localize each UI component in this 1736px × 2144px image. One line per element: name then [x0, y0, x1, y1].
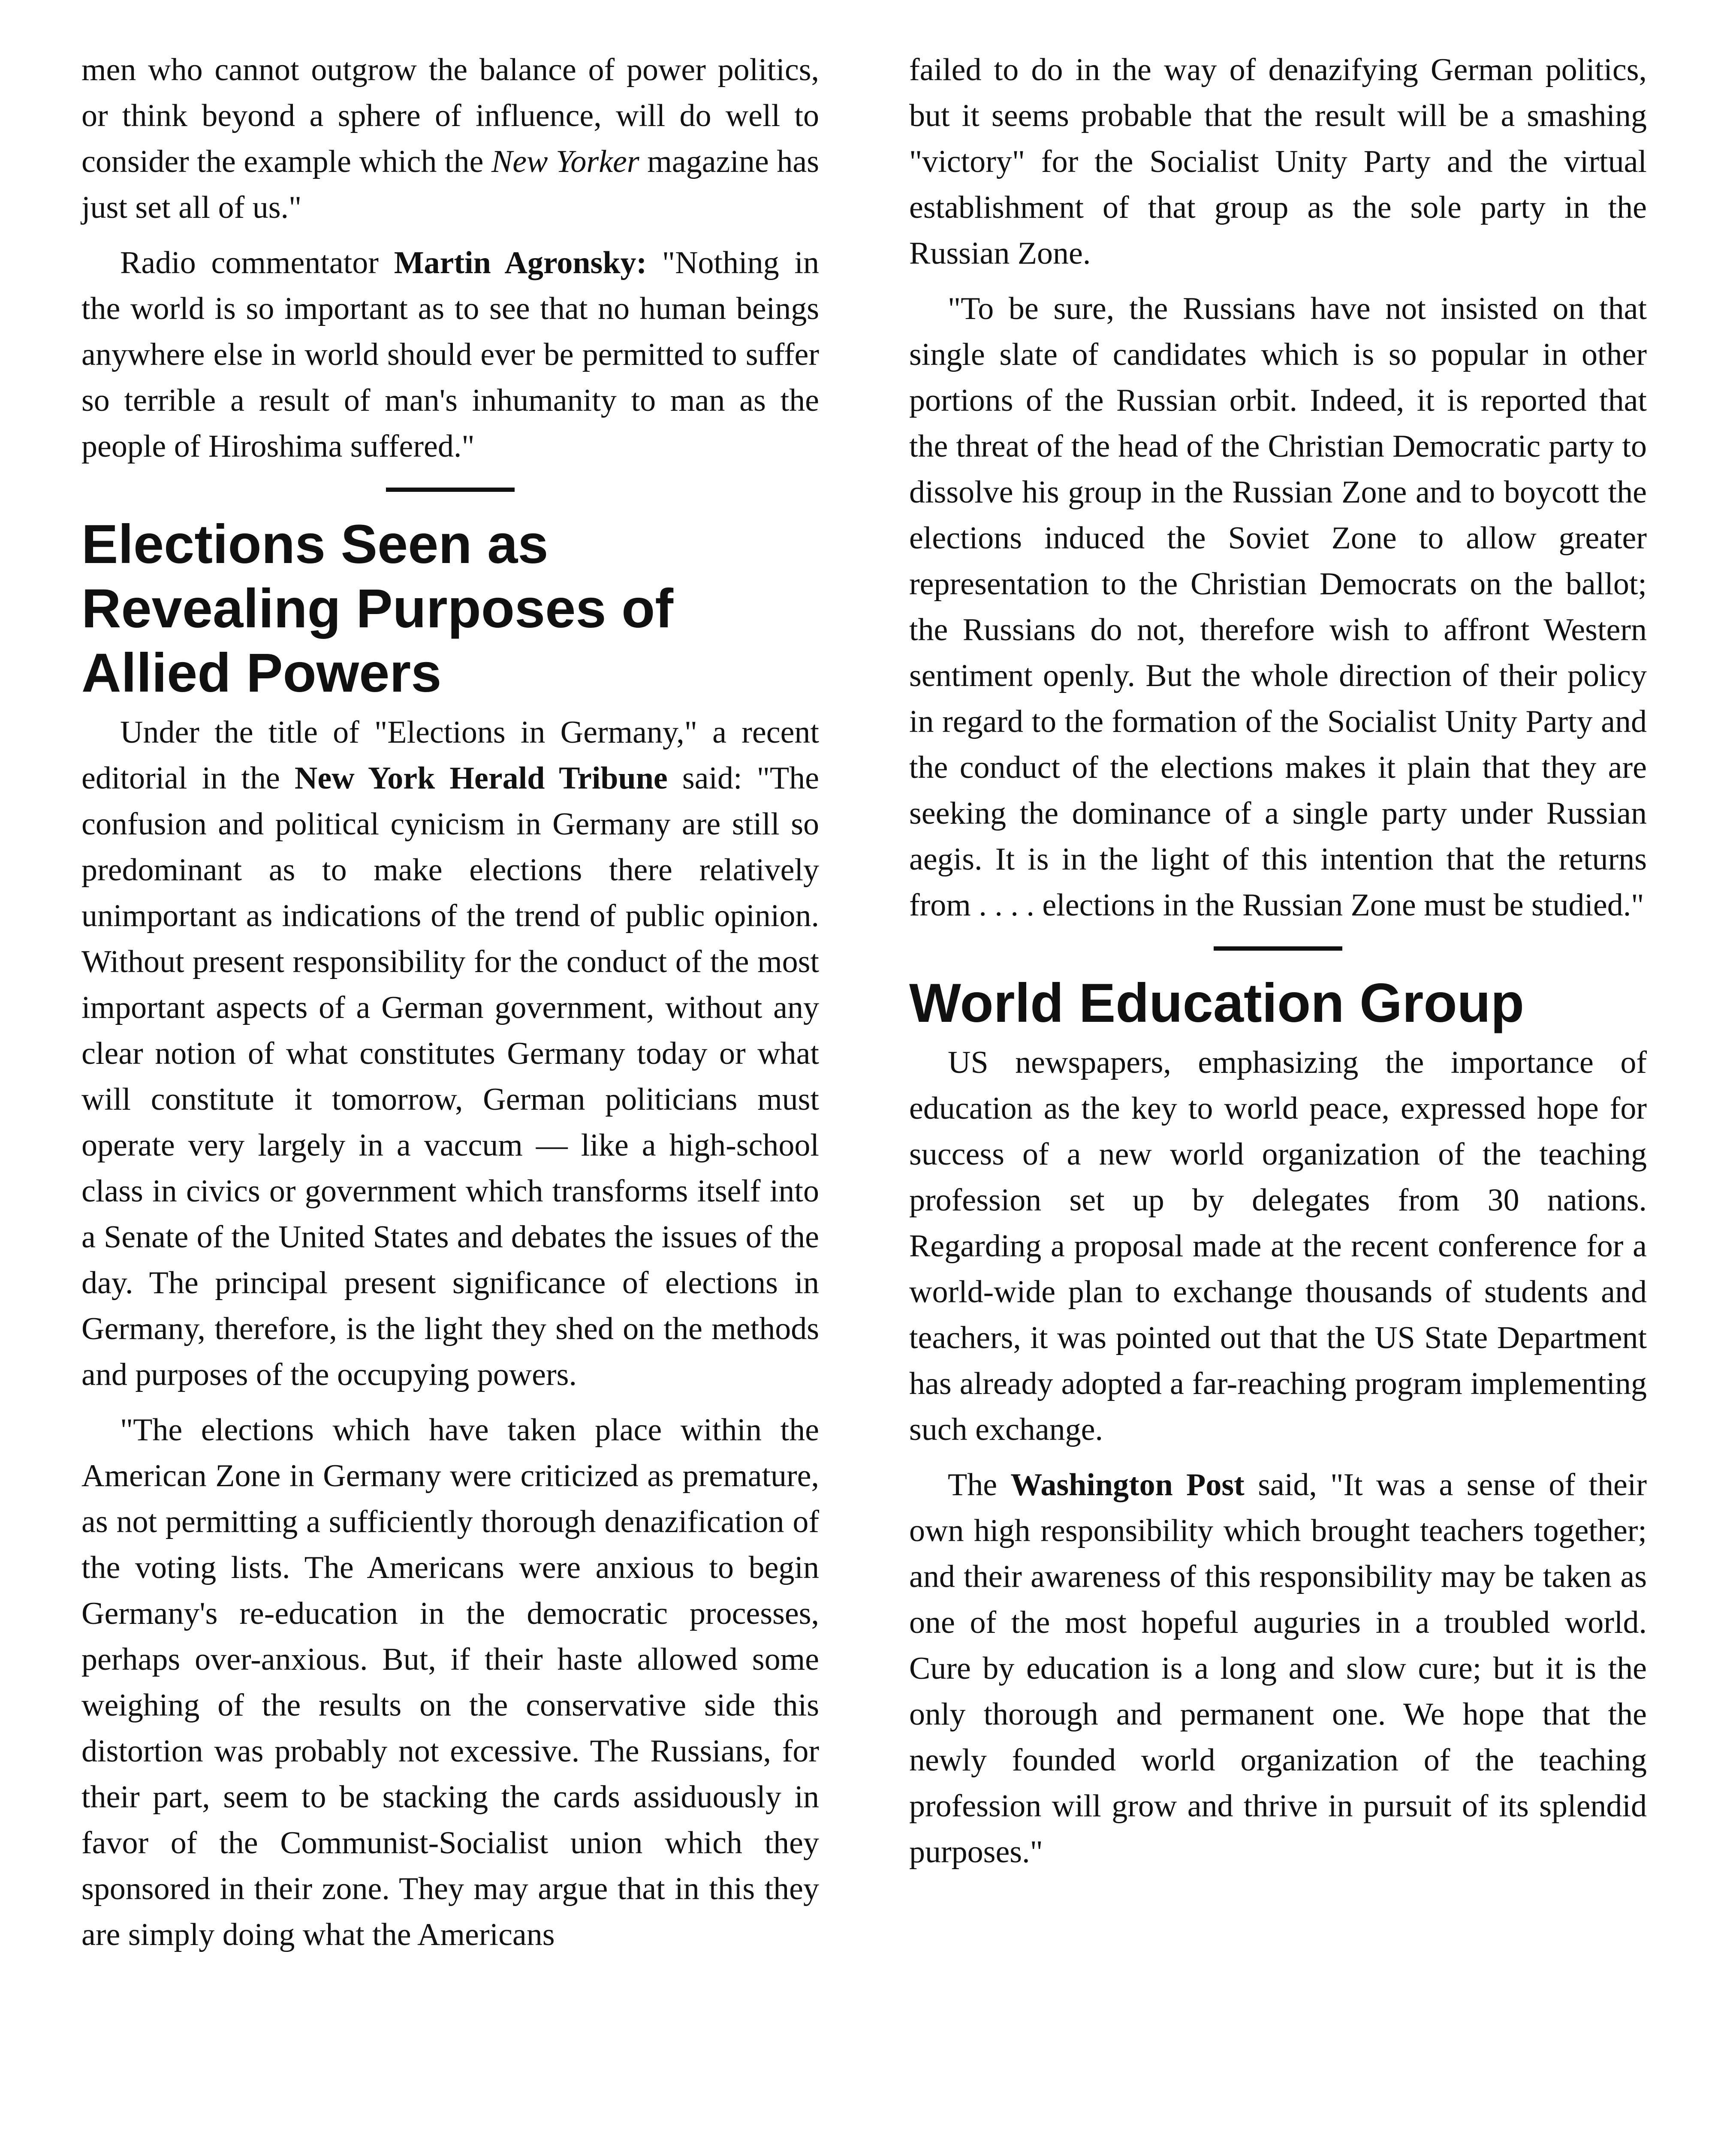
agronsky-prefix: Radio commentator — [120, 245, 394, 280]
education-paragraph-1: US newspapers, emphasizing the importance of education as the key to world peace, expressed hope for success of a new world organization of the teaching profession set up by delegates from 30 nations. Regarding a proposal made at the recent conference for a world-wide plan to exchange thousands of students and teachers, it was pointed out that the US State Department has already adopted a far-reaching program implementing such exchange. — [909, 1045, 1647, 1447]
agronsky-name: Martin Agronsky: — [394, 245, 647, 280]
magazine-name: New Yorker — [491, 144, 639, 179]
agronsky-quote: "Nothing in the world is so important as to see that no human beings anywhere else in world should ever be permitted to suffer so terrible a result of man's inhumanity to man as the people of Hiroshima suffered." — [81, 245, 819, 464]
education-headline: World Education Group — [909, 973, 1524, 1034]
section-divider-rule — [386, 488, 515, 492]
elections-headline: Elections Seen as Revealing Purposes of Allied Powers — [81, 514, 673, 704]
elections-p1-text: Under the title of "Elections in Germany," a recent editorial in the — [81, 715, 819, 796]
newspaper-name: New York Herald Tribune — [294, 761, 668, 796]
elections-p1-text-end: said: "The confusion and political cynicism in Germany are still so predominant as to make elections there relatively unimportant as indications of the trend of public opinion. Without present responsibility for the conduct of the most important aspects of a German government, without any clear notion of what constitutes Germany today or what will constitute it tomorrow, German politicians must operate very largely in a vaccum — like a high-school class in civics or government which transforms itself into a Senate of the United States and debates the issues of the day. The principal present significance of elections in Germany, therefore, is the light they shed on the methods and purposes of the occupying powers. — [81, 761, 819, 1392]
education-p2-text: The — [948, 1467, 1011, 1503]
left-column — [81, 47, 819, 1958]
agronsky-paragraph — [81, 240, 819, 470]
newspaper-name: Washington Post — [1010, 1467, 1245, 1503]
elections-continued-paragraph: failed to do in the way of denazifying German politics, but it seems probable that the result will be a smashing "victory" for the Socialist Unity Party and the virtual establishment of that group as the sole party in the Russian Zone. — [909, 52, 1647, 271]
continued-quote-text-end: magazine has just set all of us." — [81, 144, 820, 225]
right-column — [909, 47, 1647, 1875]
elections-paragraph-2: "The elections which have taken place within the American Zone in Germany were criticized as premature, as not permitting a sufficiently thorough denazification of the voting lists. The Americans were anxious to begin Germany's re-education in the democratic processes, perhaps over-anxious. But, if their haste allowed some weighing of the results on the conservative side this distortion was probably not excessive. The Russians, for their part, seem to be stacking the cards assiduously in favor of the Communist-Socialist union which they sponsored in their zone. They may argue that in this they are simply doing what the Americans — [81, 1412, 819, 1952]
continued-quote-paragraph — [81, 47, 819, 231]
section-divider-rule — [1214, 946, 1342, 951]
elections-paragraph-3: "To be sure, the Russians have not insisted on that single slate of candidates which is so popular in other portions of the Russian orbit. Indeed, it is reported that the threat of the head of the Christian Democratic party to dissolve his group in the Russian Zone and to boycott the elections induced the Soviet Zone to allow greater representation to the Christian Democrats on the ballot; the Russians do not, therefore wish to affront Western sentiment openly. But the whole direction of their policy in regard to the formation of the Socialist Unity Party and the conduct of the elections makes it plain that they are seeking the dominance of a single party under Russian aegis. It is in the light of this intention that the returns from . . . . elections in the Russian Zone must be studied." — [909, 291, 1647, 923]
education-p2-text-end: said, "It was a sense of their own high responsibility which brought teachers together; and their awareness of this responsibility may be taken as one of the most hopeful auguries in a troubled world. Cure by education is a long and slow cure; but it is the only thorough and permanent one. We hope that the newly founded world organization of the teaching profession will grow and thrive in pursuit of its splendid purposes." — [909, 1467, 1647, 1870]
education-paragraph-2 — [909, 1462, 1647, 1875]
continued-quote-text: men who cannot outgrow the balance of power politics, or think beyond a sphere of influence, will do well to consider the example which the — [81, 52, 819, 179]
elections-paragraph-1 — [81, 710, 819, 1398]
